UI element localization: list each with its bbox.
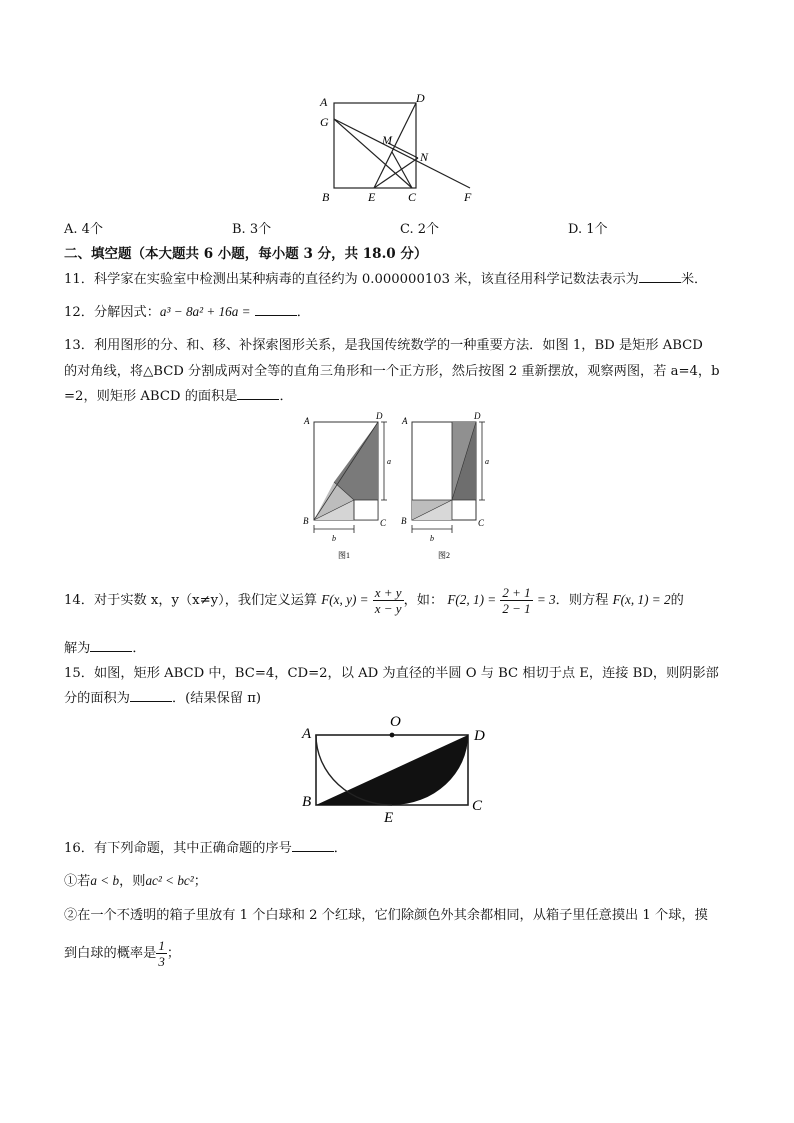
answer-blank xyxy=(292,839,334,852)
question-14-line2: 解为 ． xyxy=(64,641,146,656)
question-16-item2-line2: 到白球的概率是 $\frac{1}{3}$ ； xyxy=(64,938,180,969)
svg-text:b: b xyxy=(332,534,336,543)
answer-blank xyxy=(639,270,681,283)
svg-text:b: b xyxy=(430,534,434,543)
q14-example-fraction: $\frac{2 + 1}{2 - 1}$ xyxy=(502,585,531,616)
question-13-line2: 的对角线，将△BCD 分割成两对全等的直角三角形和一个正方形，然后按图 2 重新摆放，观察两图，若 a=4，b xyxy=(64,364,720,379)
fig10-label-m: M xyxy=(382,133,392,147)
question-16-item2-line1: ②在一个不透明的箱子里放有 1 个白球和 2 个红球，它们除颜色外其余都相同，从箱子里任意摸出 1 个球，摸 xyxy=(64,908,708,923)
fig10-label-f: F xyxy=(464,190,472,204)
svg-text:C: C xyxy=(478,518,485,528)
fig15-label-o: O xyxy=(390,714,401,730)
q14-def-fraction: $\frac{x + y}{x - y}$ xyxy=(374,585,402,616)
fig15-label-a: A xyxy=(302,726,312,742)
fig15-label-e: E xyxy=(384,810,394,826)
figure-2 xyxy=(401,411,489,560)
question-15-line1: 15．如图，矩形 ABCD 中，BC=4，CD=2，以 AD 为直径的半圆 O 与 BC 相切于点 E，连接 BD，则阴影部 xyxy=(64,666,719,681)
q16-probability-fraction: $\frac{1}{3}$ xyxy=(158,938,165,969)
question-12: 12．分解因式：a³ − 8a² + 16a = ． xyxy=(64,304,310,320)
choice-b: B. 3个 xyxy=(232,222,272,237)
answer-blank xyxy=(237,387,279,400)
svg-text:B: B xyxy=(303,516,309,526)
svg-text:A: A xyxy=(402,416,408,426)
q10-figure xyxy=(310,88,490,210)
fig15-label-d: D xyxy=(474,728,485,744)
svg-text:C: C xyxy=(380,518,387,528)
question-14-line1: 14．对于实数 x，y（x≠y），我们定义运算 F(x, y) = $\frac{x + y}{x - y}$ ，如： F(2, 1) = $\frac{2 + 1}{2 - 1}$ = 3．则方程 F(x, 1) = 2的 xyxy=(64,585,684,616)
section-title: 二、填空题（本大题共 6 小题，每小题 3 分，共 18.0 分） xyxy=(64,246,428,262)
fig10-label-c: C xyxy=(408,190,417,204)
question-13-line3: =2，则矩形 ABCD 的面积是 ． xyxy=(64,389,293,404)
fig10-label-d: D xyxy=(416,91,425,105)
question-16: 16．有下列命题，其中正确命题的序号 ． xyxy=(64,841,347,856)
fig10-label-e: E xyxy=(368,190,376,204)
answer-blank xyxy=(255,303,297,316)
choice-a: A. 4个 xyxy=(64,222,103,237)
svg-text:D: D xyxy=(474,411,481,421)
question-13-line1: 13．利用图形的分、和、移、补探索图形关系，是我国传统数学的一种重要方法．如图 1，BD 是矩形 ABCD xyxy=(64,338,703,353)
q12-expression: a³ − 8a² + 16a = xyxy=(159,304,251,319)
choice-c: C. 2个 xyxy=(400,222,440,237)
fig1-caption: 图1 xyxy=(338,551,350,560)
fig15-label-b: B xyxy=(302,794,312,810)
question-11: 11．科学家在实验室中检测出某种病毒的直径约为 0.000000103 米，该直径用科学记数法表示为 米． xyxy=(64,272,708,287)
fig10-label-a: A xyxy=(320,95,328,109)
q13-figures xyxy=(298,408,498,564)
svg-text:D: D xyxy=(376,411,383,421)
figure-1 xyxy=(303,411,391,560)
svg-text:a: a xyxy=(387,457,391,466)
fig10-label-b: B xyxy=(322,190,330,204)
fig15-label-c: C xyxy=(472,798,483,814)
answer-blank xyxy=(130,689,172,702)
q15-figure xyxy=(296,708,496,826)
svg-text:B: B xyxy=(401,516,407,526)
fig10-label-n: N xyxy=(420,150,429,164)
fig10-label-g: G xyxy=(320,115,329,129)
choice-d: D. 1个 xyxy=(568,222,608,237)
question-16-item1: ①若a < b，则ac² < bc²； xyxy=(64,873,207,889)
svg-text:a: a xyxy=(485,457,489,466)
answer-blank xyxy=(90,639,132,652)
fig2-caption: 图2 xyxy=(438,551,450,560)
svg-text:A: A xyxy=(304,416,310,426)
question-15-line2: 分的面积为 ．(结果保留 π) xyxy=(64,691,262,706)
